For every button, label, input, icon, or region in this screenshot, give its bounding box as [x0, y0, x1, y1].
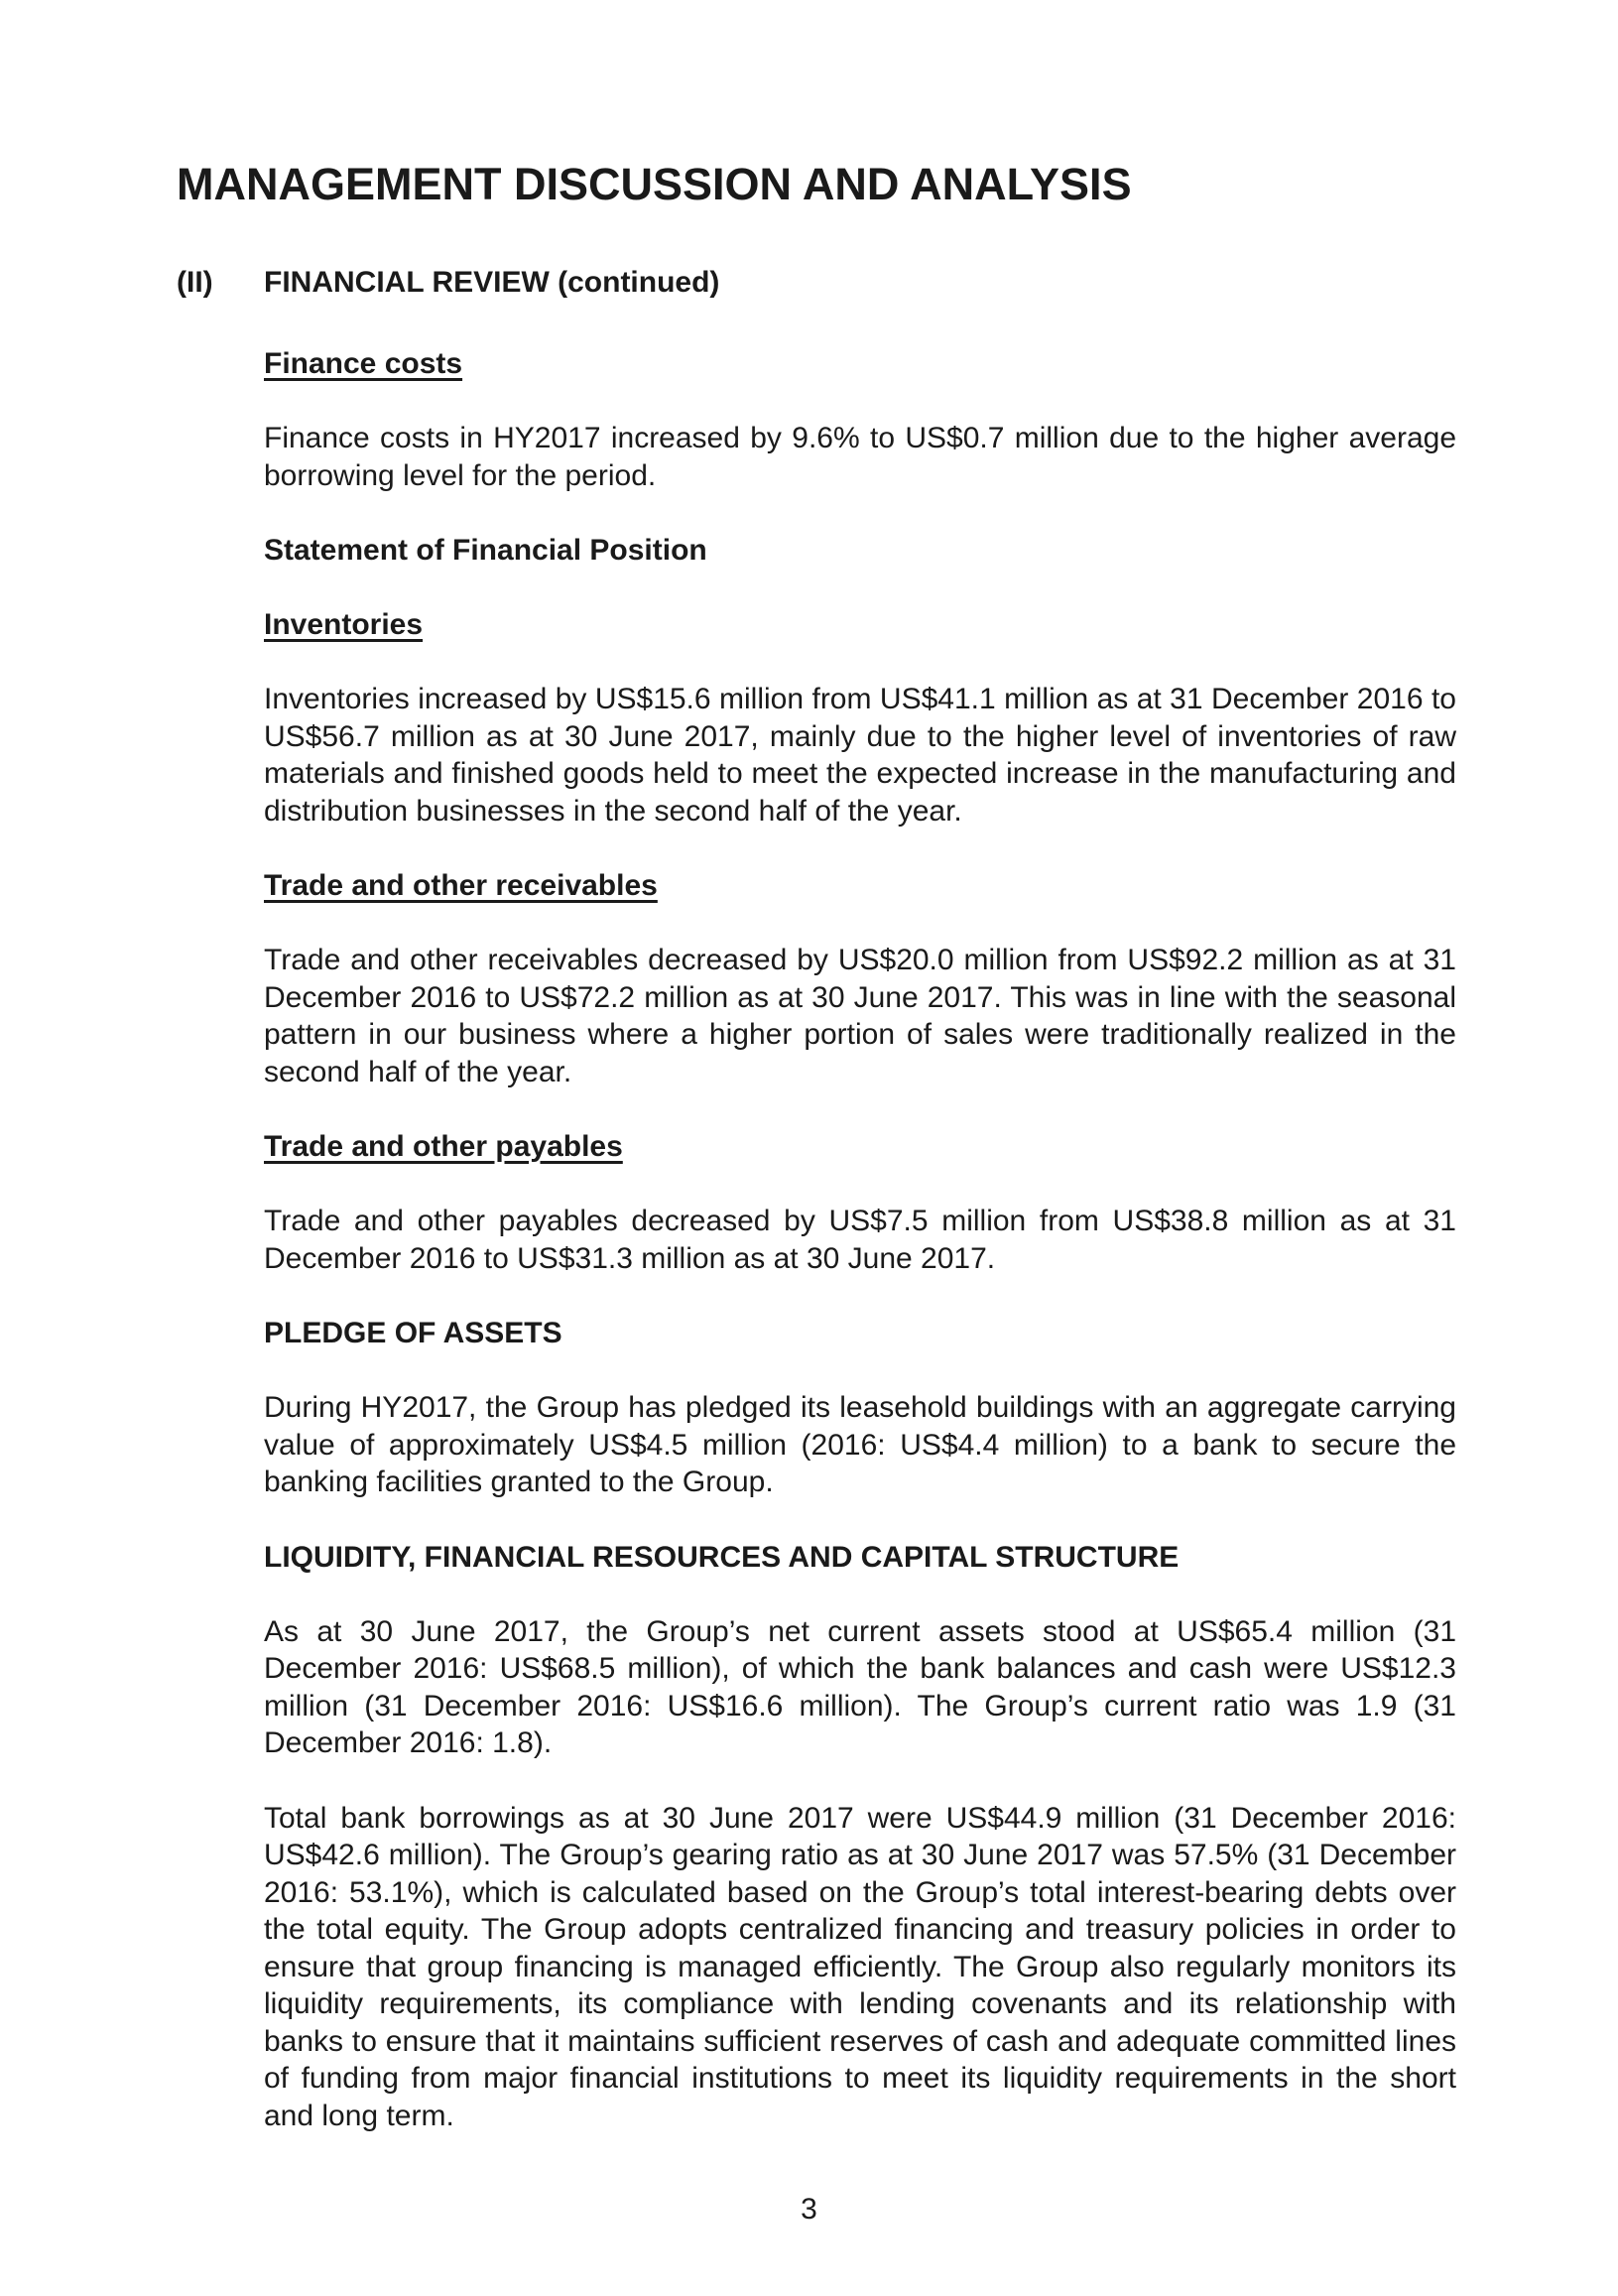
page-title: MANAGEMENT DISCUSSION AND ANALYSIS: [177, 159, 1132, 209]
page-number: 3: [801, 2193, 817, 2226]
section-number: (II): [177, 266, 213, 299]
finance-costs-paragraph: Finance costs in HY2017 increased by 9.6% to US$0.7 million due to the higher average borrowing level for the period.: [264, 422, 1456, 492]
liquidity-paragraph-1: As at 30 June 2017, the Group’s net current assets stood at US$65.4 million (31 December 2016: US$68.5 million), of which the bank balances and cash were US$12.3 million (31 December 2016: US$16.6 million). The Group’s current ratio was 1.9 (31 December 2016: 1.8).: [264, 1614, 1456, 1759]
receivables-paragraph: Trade and other receivables decreased by US$20.0 million from US$92.2 million as at 31 December 2016 to US$72.2 million as at 30 June 2017. This was in line with the seasonal pattern in our business where a higher portion of sales were traditionally realized in the second half of the year.: [264, 944, 1456, 1088]
pledge-paragraph: During HY2017, the Group has pledged its leasehold buildings with an aggregate carrying value of approximately US$4.5 million (2016: US$4.4 million) to a bank to secure the banking facilities granted to the Group.: [264, 1391, 1456, 1498]
receivables-heading: Trade and other receivables: [264, 869, 658, 902]
liquidity-heading: LIQUIDITY, FINANCIAL RESOURCES AND CAPITAL STRUCTURE: [264, 1540, 1180, 1574]
sofp-heading: Statement of Financial Position: [264, 534, 707, 567]
inventories-paragraph: Inventories increased by US$15.6 million from US$41.1 million as at 31 December 2016 to US$56.7 million as at 30 June 2017, mainly due to the higher level of inventories of raw materials and finished goods held to meet the expected increase in the manufacturing and distribution businesses in the second half of the year.: [264, 683, 1456, 828]
section-header: [177, 266, 1456, 300]
pledge-heading: PLEDGE OF ASSETS: [264, 1317, 562, 1349]
inventories-heading: Inventories: [264, 608, 424, 641]
finance-costs-heading: Finance costs: [264, 347, 463, 380]
liquidity-paragraph-2: Total bank borrowings as at 30 June 2017 were US$44.9 million (31 December 2016: US$42.6 million). The Group’s gearing ratio as at 30 June 2017 was 57.5% (31 December 2016: 53.1%), which is calculated based on the Group’s total interest-bearing debts over the total equity. The Group adopts centralized financing and treasury policies in order to ensure that group financing is managed efficiently. The Group also regularly monitors its liquidity requirements, its compliance with lending covenants and its relationship with banks to ensure that it maintains sufficient reserves of cash and adequate committed lines of funding from major financial institutions to meet its liquidity requirements in the short and long term.: [264, 1801, 1456, 2132]
payables-paragraph: Trade and other payables decreased by US$7.5 million from US$38.8 million as at 31 December 2016 to US$31.3 million as at 30 June 2017.: [264, 1205, 1456, 1275]
body-content: [264, 345, 1456, 2172]
section-title: FINANCIAL REVIEW (continued): [264, 266, 720, 299]
payables-heading: Trade and other payables: [264, 1130, 623, 1163]
